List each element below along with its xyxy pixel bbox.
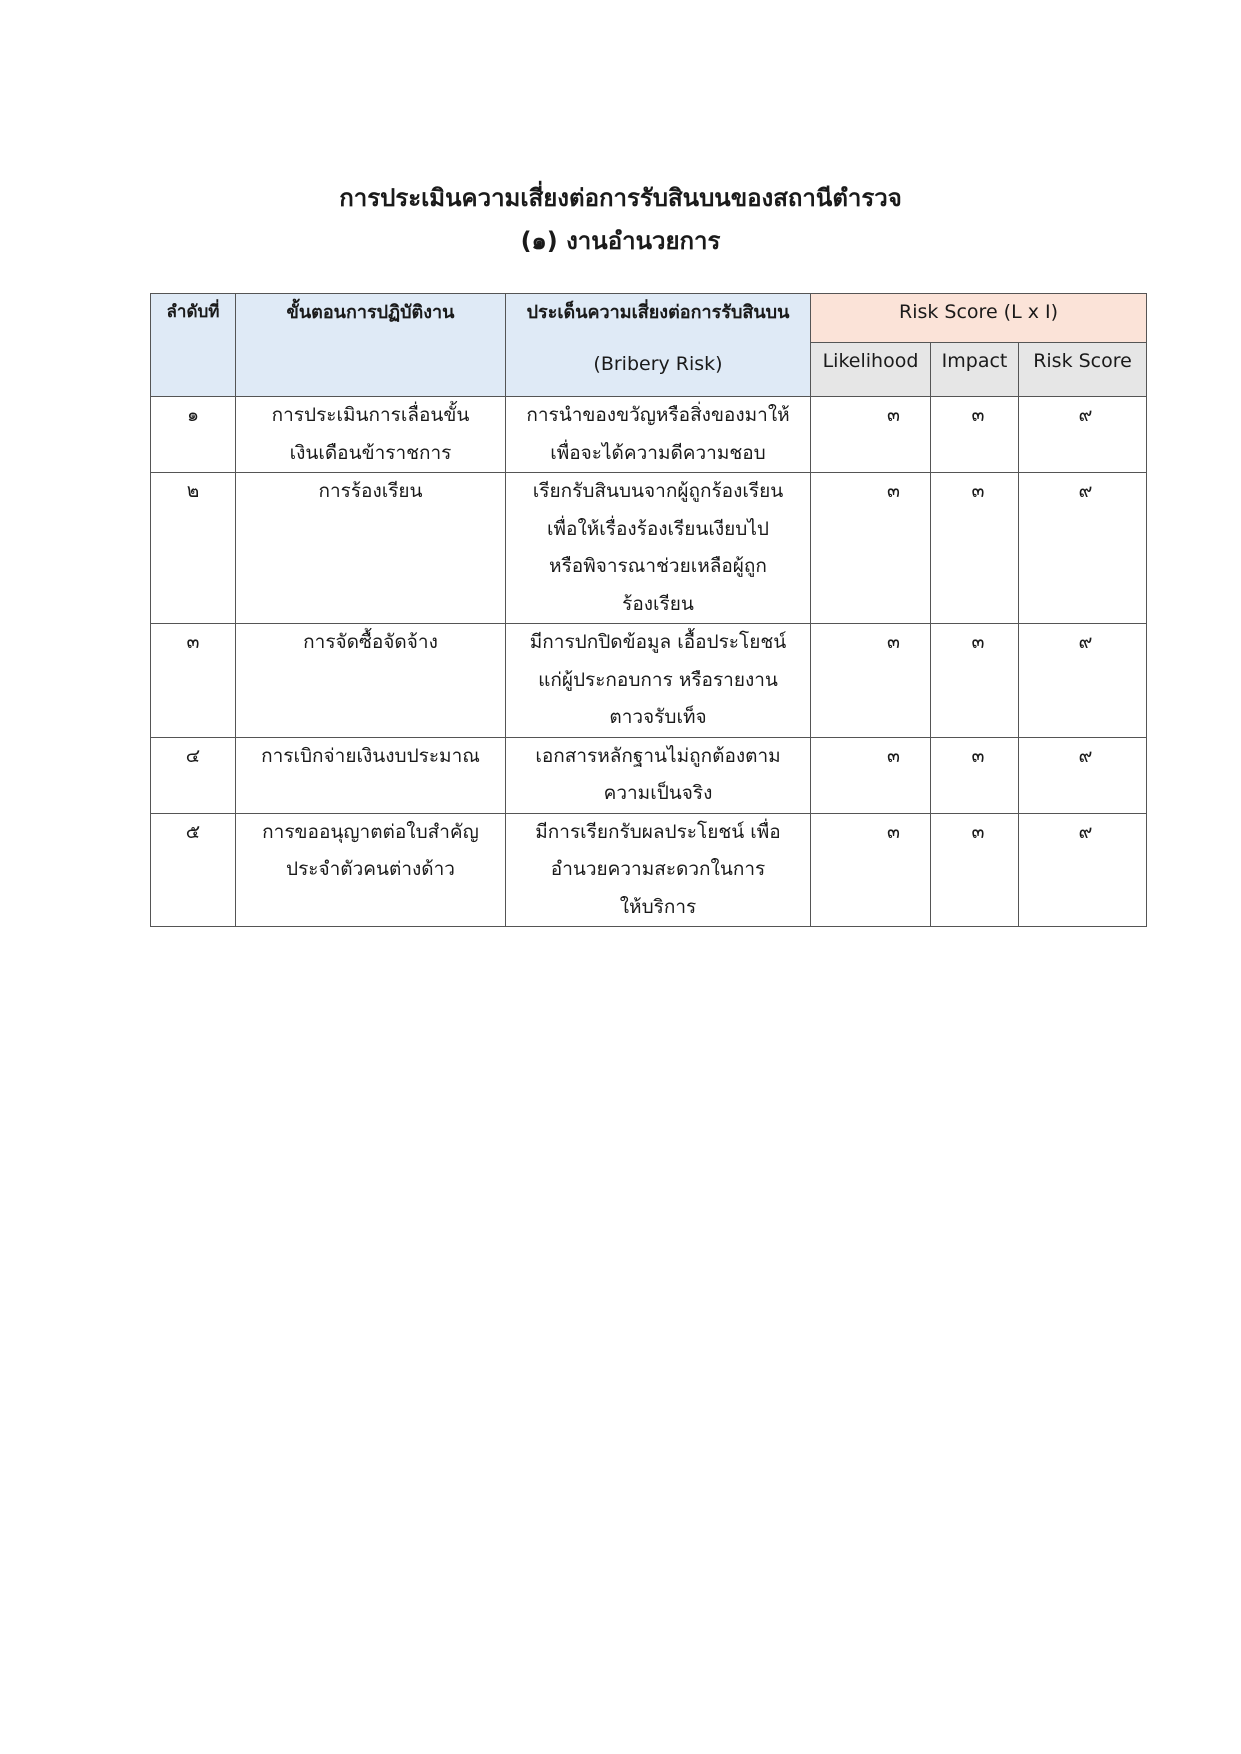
row-impact: ๓	[931, 624, 1019, 738]
row-step-line: การร้องเรียน	[318, 480, 423, 502]
row-issue-line: เรียกรับสินบนจากผู้ถูกร้องเรียน	[532, 480, 784, 502]
row-issue-line: ความเป็นจริง	[603, 782, 713, 804]
row-step	[236, 813, 506, 927]
row-step-line: การประเมินการเลื่อนขั้น	[271, 404, 470, 426]
row-likelihood: ๓	[811, 813, 931, 927]
row-seq: ๒	[151, 473, 236, 624]
header-likelihood: Likelihood	[811, 343, 931, 397]
row-issue	[506, 397, 811, 473]
row-impact: ๓	[931, 473, 1019, 624]
document-title: การประเมินความเสี่ยงต่อการรับสินบนของสถานีตำรวจ	[339, 184, 902, 212]
row-issue	[506, 473, 811, 624]
row-seq: ๑	[151, 397, 236, 473]
row-issue-line: ร้องเรียน	[622, 592, 694, 615]
row-likelihood: ๓	[811, 737, 931, 813]
header-impact: Impact	[931, 343, 1019, 397]
row-issue-line: ตาวจรับเท็จ	[609, 706, 707, 728]
table-row	[151, 624, 1147, 738]
table-row	[151, 473, 1147, 624]
header-risk-score-group: Risk Score (L x I)	[811, 294, 1147, 343]
row-issue-line: การนำของขวัญหรือสิ่งของมาให้	[526, 404, 790, 426]
row-step-line: การจัดซื้อจัดจ้าง	[303, 631, 438, 653]
header-issue-thai: ประเด็นความเสี่ยงต่อการรับสินบน	[526, 302, 790, 323]
row-likelihood: ๓	[811, 397, 931, 473]
table-body	[151, 397, 1147, 927]
row-step	[236, 737, 506, 813]
row-issue-line: มีการเรียกรับผลประโยชน์ เพื่อ	[535, 820, 781, 843]
row-issue	[506, 624, 811, 738]
row-step-line: ประจำตัวคนต่างด้าว	[286, 858, 455, 880]
header-seq: ลำดับที่	[151, 294, 236, 397]
row-step	[236, 397, 506, 473]
row-step	[236, 624, 506, 738]
row-likelihood: ๓	[811, 624, 931, 738]
row-seq: ๓	[151, 624, 236, 738]
row-issue-line: ให้บริการ	[619, 895, 697, 918]
row-risk-score: ๙	[1019, 813, 1147, 927]
header-step-label: ขั้นตอนการปฏิบัติงาน	[286, 302, 455, 323]
header-issue	[506, 294, 811, 397]
row-risk-score: ๙	[1019, 473, 1147, 624]
row-risk-score: ๙	[1019, 737, 1147, 813]
row-step	[236, 473, 506, 624]
row-risk-score: ๙	[1019, 397, 1147, 473]
row-issue-line: มีการปกปิดข้อมูล เอื้อประโยชน์	[529, 631, 787, 653]
row-seq: ๔	[151, 737, 236, 813]
row-issue-line: หรือพิจารณาช่วยเหลือผู้ถูก	[549, 555, 767, 577]
table-row	[151, 813, 1147, 927]
row-step-line: เงินเดือนข้าราชการ	[289, 441, 452, 464]
row-issue-line: เพื่อจะได้ความดีความชอบ	[550, 441, 766, 464]
row-issue-line: แก่ผู้ประกอบการ หรือรายงาน	[538, 668, 778, 691]
table-row	[151, 737, 1147, 813]
header-risk-score: Risk Score	[1019, 343, 1147, 397]
row-step-line: การเบิกจ่ายเงินงบประมาณ	[261, 744, 480, 767]
row-risk-score: ๙	[1019, 624, 1147, 738]
row-issue	[506, 737, 811, 813]
row-issue-line: เพื่อให้เรื่องร้องเรียนเงียบไป	[547, 517, 769, 540]
row-impact: ๓	[931, 813, 1019, 927]
header-step	[236, 294, 506, 397]
row-impact: ๓	[931, 737, 1019, 813]
table-row	[151, 397, 1147, 473]
row-step-line: การขออนุญาตต่อใบสำคัญ	[262, 820, 479, 843]
row-impact: ๓	[931, 397, 1019, 473]
row-issue	[506, 813, 811, 927]
bribery-risk-table	[150, 293, 1147, 927]
row-issue-line: เอกสารหลักฐานไม่ถูกต้องตาม	[535, 744, 781, 767]
header-row	[151, 294, 1147, 343]
row-issue-line: อำนวยความสะดวกในการ	[550, 858, 766, 880]
header-issue-english: (Bribery Risk)	[593, 353, 723, 375]
row-seq: ๕	[151, 813, 236, 927]
row-likelihood: ๓	[811, 473, 931, 624]
document-subtitle: (๑) งานอำนวยการ	[520, 227, 721, 255]
